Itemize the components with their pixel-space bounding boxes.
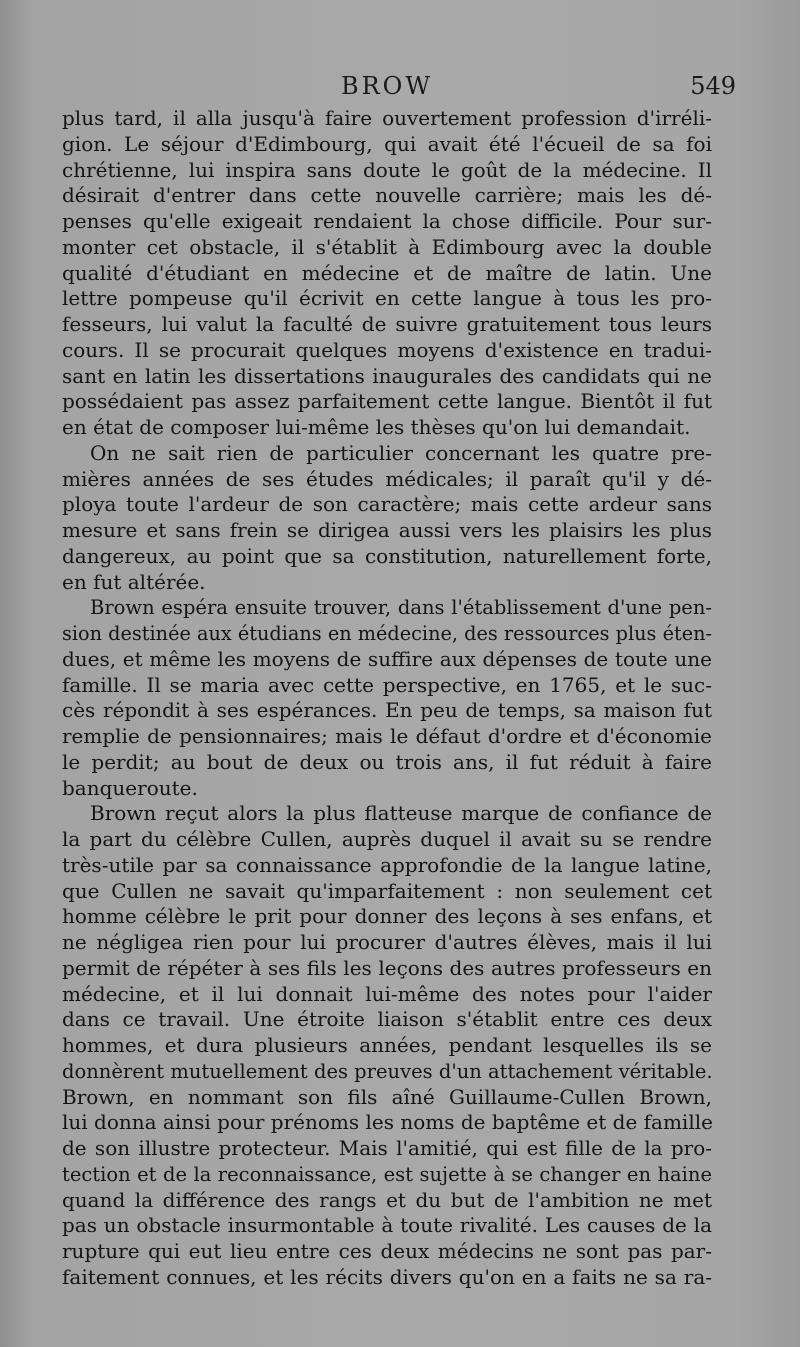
- text-line: pas un obstacle insurmontable à toute rivalité. Les causes de la: [62, 1213, 712, 1238]
- text-line: que Cullen ne savait qu'imparfaitement : non seulement cet: [62, 878, 712, 903]
- text-line: faitement connues, et les récits divers qu'on en a faits ne sa ra-: [62, 1264, 712, 1289]
- text-line: monter cet obstacle, il s'établit à Edimbourg avec la double: [62, 234, 712, 259]
- text-line: banqueroute.: [62, 775, 198, 800]
- text-line: remplie de pensionnaires; mais le défaut d'ordre et d'économie: [62, 724, 712, 748]
- text-line: désirait d'entrer dans cette nouvelle carrière; mais les dé-: [62, 183, 712, 208]
- text-line: possédaient pas assez parfaitement cette langue. Bientôt il fut: [62, 389, 712, 414]
- text-line: donnèrent mutuellement des preuves d'un attachement véritable.: [62, 1059, 713, 1083]
- page-header: [62, 72, 736, 106]
- text-line: en état de composer lui-même les thèses qu'on lui demandait.: [62, 415, 691, 439]
- text-line: quand la différence des rangs et du but de l'ambition ne met: [62, 1187, 712, 1212]
- text-line: mesure et sans frein se dirigea aussi vers les plaisirs les plus: [62, 518, 712, 542]
- page-number: 549: [690, 72, 736, 100]
- text-line: chrétienne, lui inspira sans doute le goût de la médecine. Il: [62, 157, 712, 182]
- text-line: en fut altérée.: [62, 569, 206, 594]
- text-line: cours. Il se procurait quelques moyens d'existence en tradui-: [62, 337, 712, 362]
- text-line: permit de répéter à ses fils les leçons des autres professeurs en: [62, 955, 712, 980]
- text-line: ne négligea rien pour lui procurer d'autres élèves, mais il lui: [62, 930, 712, 954]
- text-line: Brown espéra ensuite trouver, dans l'établissement d'une pen-: [90, 596, 712, 620]
- text-line: lui donna ainsi pour prénoms les noms de baptême et de famille: [62, 1110, 713, 1135]
- text-line: Brown, en nommant son fils aîné Guillaume-Cullen Brown,: [62, 1084, 712, 1109]
- text-line: rupture qui eut lieu entre ces deux médecins ne sont pas par-: [62, 1239, 712, 1263]
- text-line: On ne sait rien de particulier concernant les quatre pre-: [90, 440, 712, 465]
- text-line: le perdit; au bout de deux ou trois ans, il fut réduit à faire: [62, 749, 712, 774]
- text-line: tection et de la reconnaissance, est sujette à se changer en haine: [62, 1162, 712, 1186]
- text-line: médecine, et il lui donnait lui-même des notes pour l'aider: [62, 981, 712, 1006]
- text-line: cès répondit à ses espérances. En peu de temps, sa maison fut: [62, 698, 712, 723]
- text-line: ploya toute l'ardeur de son caractère; mais cette ardeur sans: [62, 492, 712, 517]
- text-line: sion destinée aux étudians en médecine, des ressources plus éten-: [62, 622, 712, 645]
- text-line: penses qu'elle exigeait rendaient la chose difficile. Pour sur-: [62, 209, 712, 233]
- text-line: plus tard, il alla jusqu'à faire ouvertement profession d'irréli-: [62, 106, 712, 130]
- text-line: dangereux, au point que sa constitution, naturellement forte,: [62, 543, 712, 568]
- text-line: sant en latin les dissertations inaugurales des candidats qui ne: [62, 363, 712, 388]
- text-line: lettre pompeuse qu'il écrivit en cette langue à tous les pro-: [62, 286, 712, 311]
- text-line: mières années de ses études médicales; il paraît qu'il y dé-: [62, 466, 712, 491]
- text-line: dans ce travail. Une étroite liaison s'établit entre ces deux: [62, 1007, 712, 1032]
- text-line: famille. Il se maria avec cette perspective, en 1765, et le suc-: [62, 672, 712, 697]
- text-line: dues, et même les moyens de suffire aux dépenses de toute une: [62, 646, 712, 671]
- text-line: Brown reçut alors la plus flatteuse marque de confiance de: [90, 801, 712, 826]
- text-line: hommes, et dura plusieurs années, pendant lesquelles ils se: [62, 1033, 712, 1057]
- text-line: très-utile par sa connaissance approfondie de la langue latine,: [62, 852, 712, 877]
- text-line: fesseurs, lui valut la faculté de suivre gratuitement tous leurs: [62, 312, 712, 336]
- text-line: de son illustre protecteur. Mais l'amitié, qui est fille de la pro-: [62, 1136, 712, 1160]
- text-line: gion. Le séjour d'Edimbourg, qui avait été l'écueil de sa foi: [62, 131, 712, 156]
- running-head: BROW: [340, 72, 434, 100]
- text-line: la part du célèbre Cullen, auprès duquel il avait su se rendre: [62, 827, 712, 851]
- body-text: [62, 106, 712, 1291]
- text-line: homme célèbre le prit pour donner des leçons à ses enfans, et: [62, 904, 712, 929]
- text-line: qualité d'étudiant en médecine et de maître de latin. Une: [62, 260, 712, 285]
